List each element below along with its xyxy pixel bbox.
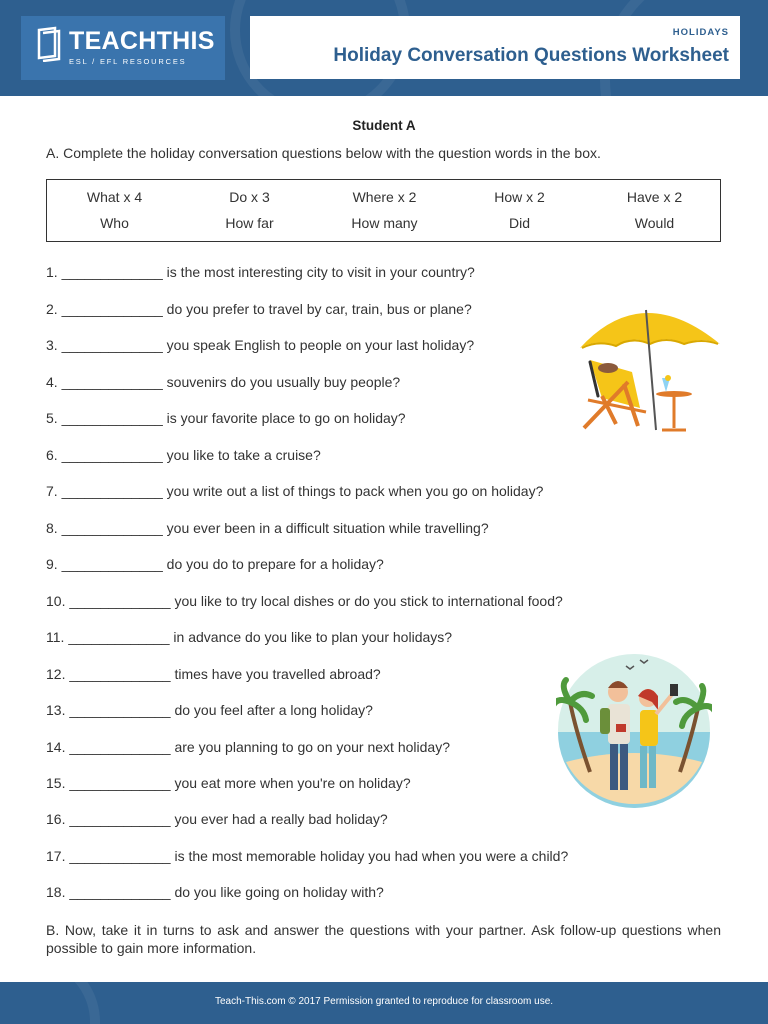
instruction-a: A. Complete the holiday conversation questions below with the question words in the box. (46, 145, 601, 161)
word-box-item: Who (100, 215, 129, 231)
question-12: 12. _____________ times have you travelled abroad? (46, 666, 381, 682)
question-11: 11. _____________ in advance do you like to plan your holidays? (46, 629, 453, 645)
instruction-b: B. Now, take it in turns to ask and answer the questions with your partner. Ask follow-up questions when possible to gain more information. (46, 922, 721, 956)
word-box-item: Did (508, 215, 530, 231)
couple-beach-illustration (556, 652, 712, 808)
question-7: 7. _____________ you write out a list of things to pack when you go on holiday? (46, 483, 544, 499)
header-banner (0, 0, 768, 96)
logo-subtitle: ESL / EFL RESOURCES (69, 57, 187, 66)
word-box-item: How many (351, 215, 418, 231)
footer-bar (0, 982, 768, 1024)
word-box-item: How far (225, 215, 274, 231)
teachthis-logo[interactable] (21, 16, 225, 80)
question-2: 2. _____________ do you prefer to travel by car, train, bus or plane? (46, 301, 472, 317)
book-icon (35, 26, 65, 62)
question-18: 18. _____________ do you like going on holiday with? (46, 884, 384, 900)
question-4: 4. _____________ souvenirs do you usually buy people? (46, 374, 401, 390)
category-label: HOLIDAYS (672, 27, 729, 38)
question-13: 13. _____________ do you feel after a long holiday? (46, 702, 373, 718)
question-16: 16. _____________ you ever had a really bad holiday? (46, 811, 388, 827)
copyright-text: Teach-This.com © 2017 Permission granted to reproduce for classroom use. (214, 996, 554, 1007)
question-17: 17. _____________ is the most memorable holiday you had when you were a child? (46, 848, 569, 864)
logo-text: TEACHTHIS (69, 27, 215, 55)
word-box-item: Have x 2 (626, 189, 683, 205)
question-6: 6. _____________ you like to take a cruise? (46, 447, 321, 463)
question-1: 1. _____________ is the most interesting city to visit in your country? (46, 264, 475, 280)
word-box-item: Would (634, 215, 675, 231)
question-15: 15. _____________ you eat more when you're on holiday? (46, 775, 411, 791)
beach-umbrella-chair-illustration (562, 300, 726, 440)
word-box-item: Do x 3 (229, 189, 270, 205)
title-box (250, 16, 740, 79)
question-9: 9. _____________ do you do to prepare for a holiday? (46, 556, 384, 572)
word-box-item: Where x 2 (352, 189, 417, 205)
word-box-item: What x 4 (86, 189, 143, 205)
question-10: 10. _____________ you like to try local dishes or do you stick to international food? (46, 593, 563, 609)
student-heading: Student A (352, 118, 416, 133)
question-3: 3. _____________ you speak English to people on your last holiday? (46, 337, 475, 353)
page-title: Holiday Conversation Questions Worksheet (333, 45, 729, 66)
question-14: 14. _____________ are you planning to go on your next holiday? (46, 739, 450, 755)
question-5: 5. _____________ is your favorite place to go on holiday? (46, 410, 406, 426)
word-box (46, 179, 721, 242)
word-box-item: How x 2 (494, 189, 545, 205)
question-8: 8. _____________ you ever been in a difficult situation while travelling? (46, 520, 489, 536)
